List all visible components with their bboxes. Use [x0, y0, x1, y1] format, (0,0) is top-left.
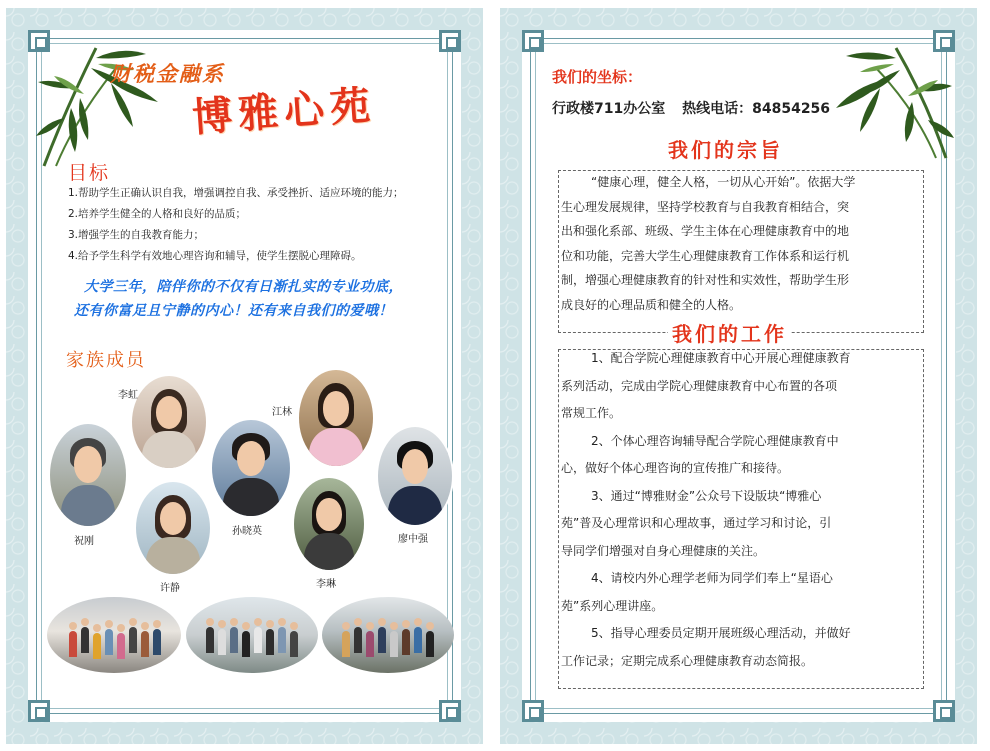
work-line: 5、指导心理委员定期开展班级心理活动，并做好	[591, 626, 851, 640]
group-photo	[322, 597, 454, 673]
member-name: 祝刚	[74, 536, 94, 547]
member-name: 廖中强	[398, 534, 428, 545]
corner-ornament	[522, 30, 544, 52]
work-line: 2、个体心理咨询辅导配合学院心理健康教育中	[591, 433, 839, 448]
brand-title: 博雅心苑	[190, 81, 378, 142]
member-photo	[376, 425, 454, 527]
work-line: 心，做好个体心理咨询的宣传推广和接待。	[561, 461, 790, 475]
member-name: 江林	[272, 407, 292, 418]
work-line: 1、配合学院心理健康教育中心开展心理健康教育	[591, 351, 851, 365]
goal-item: 2.培养学生健全的人格和良好的品质；	[68, 208, 247, 220]
bamboo-icon	[836, 40, 954, 160]
member-name: 李琳	[316, 579, 336, 590]
work-line: 3、通过“博雅财金”公众号下设版块“博雅心	[591, 488, 822, 503]
corner-ornament	[933, 700, 955, 722]
goal-item: 4.给予学生科学有效地心理咨询和辅导，使学生摆脱心理障碍。	[68, 250, 362, 262]
slogan-line: 还有你富足且宁静的内心！还有来自我们的爱哦！	[74, 303, 393, 319]
purpose-line: 成良好的心理品质和健全的人格。	[561, 297, 742, 312]
purpose-line: “健康心理，健全人格，一切从心开始”。依据大学	[591, 175, 856, 189]
work-line: 常规工作。	[561, 406, 622, 420]
work-heading: 我们的工作	[668, 318, 791, 347]
work-line: 导同学们增强对自身心理健康的关注。	[561, 543, 766, 558]
member-photo	[292, 476, 366, 572]
goal-item: 3.增强学生的自我教育能力；	[68, 229, 205, 241]
member-photo	[134, 480, 212, 576]
work-line: 4、请校内外心理学老师为同学们奉上“星语心	[591, 571, 833, 585]
goal-heading: 目标	[68, 162, 111, 184]
corner-ornament	[28, 700, 50, 722]
goal-list	[68, 183, 404, 267]
work-line: 苑”系列心理讲座。	[561, 598, 664, 613]
member-photo	[210, 418, 292, 518]
work-line: 工作记录；定期完成系心理健康教育动态简报。	[561, 653, 814, 668]
member-photo	[48, 422, 128, 528]
purpose-heading: 我们的宗旨	[668, 138, 783, 162]
contact-line	[552, 98, 830, 118]
corner-ornament	[522, 700, 544, 722]
member-photo	[130, 374, 208, 470]
office-address: 行政楼711办公室	[552, 101, 666, 117]
group-photo	[47, 597, 181, 673]
purpose-line: 出和强化系部、班级、学生主体在心理健康教育中的地	[561, 224, 850, 238]
work-line: 苑”普及心理常识和心理故事，通过学习和讨论，引	[561, 516, 832, 530]
corner-ornament	[439, 30, 461, 52]
purpose-line: 生心理发展规律，坚持学校教育与自我教育相结合，突	[561, 199, 850, 214]
hotline-number: 84854256	[752, 101, 831, 117]
purpose-line: 位和功能，完善大学生心理健康教育工作体系和运行机	[561, 248, 850, 263]
members-heading: 家族成员	[66, 350, 146, 371]
hotline-label: 热线电话：	[682, 101, 753, 117]
purpose-line: 制，增强心理健康教育的针对性和实效性，帮助学生形	[561, 273, 850, 287]
slogan-line: 大学三年，陪伴你的不仅有日渐扎实的专业功底，	[84, 279, 403, 295]
group-photo	[186, 597, 318, 673]
department-name: 财税金融系	[110, 61, 225, 86]
slogan	[74, 275, 403, 323]
member-name: 许静	[160, 583, 180, 594]
member-name: 孙晓英	[232, 526, 262, 537]
work-text	[561, 345, 851, 675]
purpose-text	[561, 170, 855, 317]
work-line: 系列活动，完成由学院心理健康教育中心布置的各项	[561, 378, 838, 393]
member-name: 李虹	[118, 390, 138, 401]
corner-ornament	[439, 700, 461, 722]
goal-item: 1.帮助学生正确认识自我，增强调控自我、承受挫折、适应环境的能力；	[68, 187, 404, 199]
coordinates-heading: 我们的坐标：	[552, 68, 643, 86]
member-photo	[297, 368, 375, 468]
